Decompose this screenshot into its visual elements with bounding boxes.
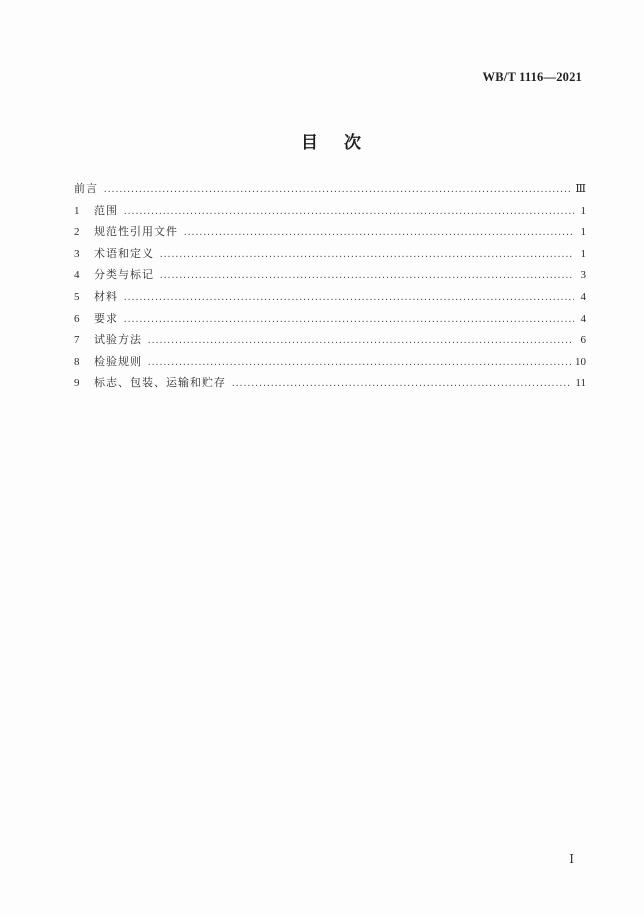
toc-entry-title: 检验规则 [94, 354, 142, 368]
toc-leader-dots [124, 292, 574, 303]
toc-entry-number: 2 [74, 226, 80, 239]
toc-entry-page: 1 [580, 204, 586, 217]
toc-entry-page: 4 [580, 290, 586, 303]
toc-entry-number: 6 [74, 312, 80, 325]
toc-leader-dots [124, 206, 574, 217]
toc-entry-page: 1 [580, 247, 586, 260]
toc-entry-number: 3 [74, 247, 80, 260]
toc-entry-title: 要求 [94, 311, 118, 325]
toc-leader-dots [104, 184, 571, 195]
toc-leader-dots [160, 270, 574, 281]
toc-entry-title: 标志、包装、运输和贮存 [94, 376, 226, 390]
toc-entry-title: 前言 [74, 182, 98, 195]
toc-entry-scope[interactable] [74, 202, 586, 224]
standard-number: WB/T 1116—2021 [482, 70, 582, 84]
toc-leader-dots [160, 249, 574, 260]
toc-entry-requirements[interactable] [74, 310, 586, 332]
toc-entry-foreword[interactable] [74, 180, 586, 202]
toc-entry-number: 9 [74, 377, 80, 390]
toc-entry-number: 8 [74, 355, 80, 368]
toc-entry-normative-references[interactable] [74, 223, 586, 245]
toc-leader-dots [184, 227, 574, 238]
toc-entry-title: 术语和定义 [94, 246, 154, 260]
toc-entry-title: 材料 [94, 289, 118, 303]
toc-entry-page: 4 [580, 312, 586, 325]
toc-entry-number: 1 [74, 204, 80, 217]
toc-entry-number: 4 [74, 269, 80, 282]
toc-entry-marking-packaging[interactable] [74, 374, 586, 396]
toc-leader-dots [148, 357, 571, 368]
toc-entry-page: 6 [580, 334, 586, 347]
toc-entry-page: 1 [580, 226, 586, 239]
toc-entry-classification[interactable] [74, 266, 586, 288]
toc-entry-page: 3 [580, 269, 586, 282]
toc-entry-number: 7 [74, 334, 80, 347]
toc-entry-test-methods[interactable] [74, 331, 586, 353]
toc-entry-page: Ⅲ [575, 183, 586, 195]
toc-entry-title: 试验方法 [94, 333, 142, 347]
toc-entry-materials[interactable] [74, 288, 586, 310]
toc-entry-inspection-rules[interactable] [74, 353, 586, 375]
toc-entry-number: 5 [74, 290, 80, 303]
toc-entry-title: 范围 [94, 203, 118, 217]
toc-leader-dots [124, 314, 574, 325]
toc-leader-dots [232, 378, 571, 389]
toc-leader-dots [148, 335, 574, 346]
toc-entry-page: 11 [575, 377, 586, 390]
toc-entry-page: 10 [575, 355, 586, 368]
page-number: Ⅰ [569, 852, 574, 866]
table-of-contents [74, 180, 586, 396]
toc-title: 目次 [301, 133, 387, 153]
toc-entry-terms-definitions[interactable] [74, 245, 586, 267]
toc-entry-title: 分类与标记 [94, 268, 154, 282]
toc-entry-title: 规范性引用文件 [94, 225, 178, 239]
